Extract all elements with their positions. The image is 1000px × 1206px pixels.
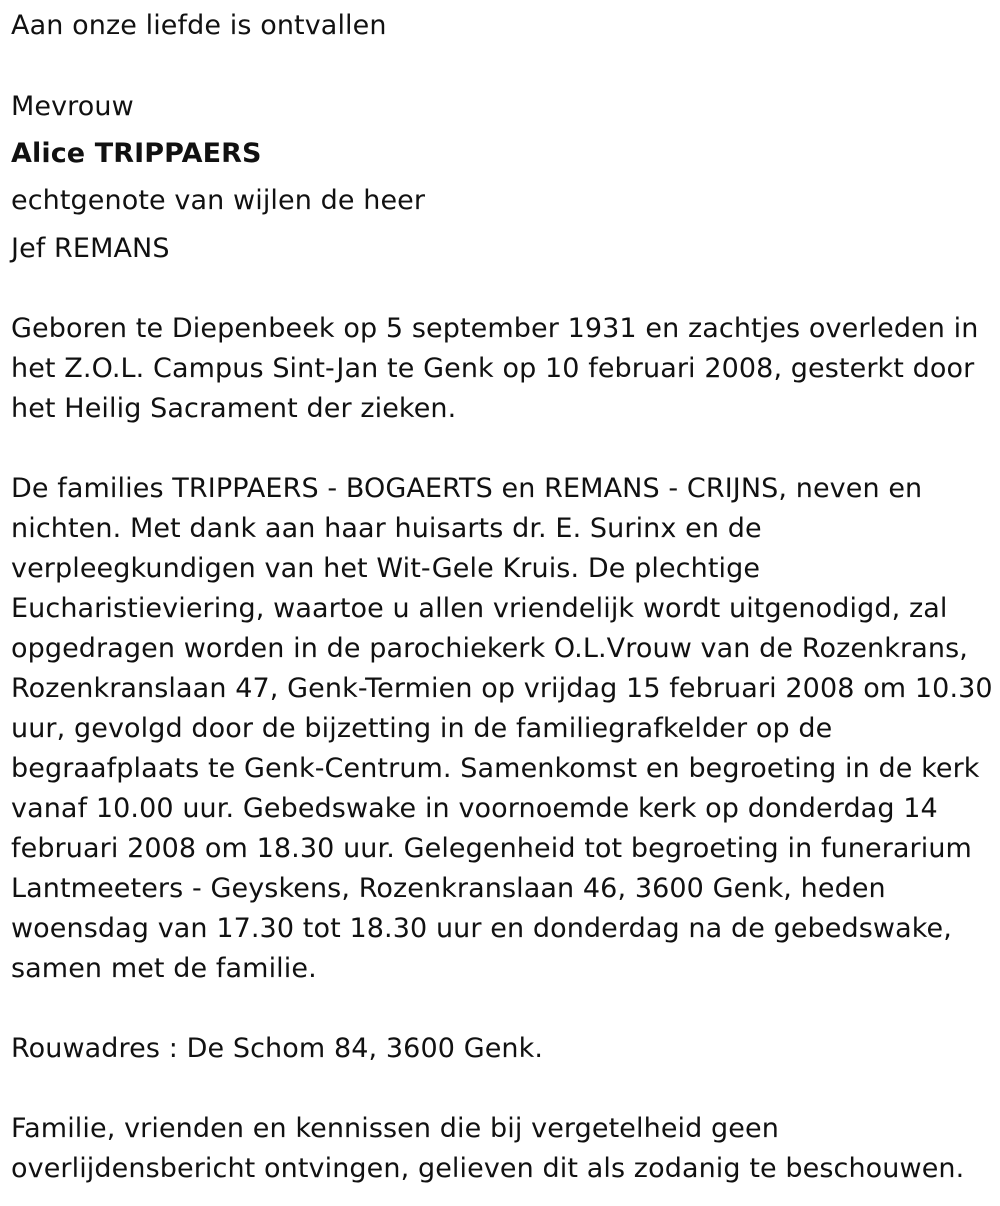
deceased-name: Alice TRIPPAERS [11,138,262,169]
paragraph-line: februari 2008 om 18.30 uur. Gelegenheid tot begroeting in funerarium [11,833,972,864]
paragraph-line: het Z.O.L. Campus Sint-Jan te Genk op 10 februari 2008, gesterkt door [11,353,975,384]
title-prefix: Mevrouw [11,91,134,122]
spouse-name: Jef REMANS [11,233,170,264]
paragraph-line: nichten. Met dank aan haar huisarts dr. E. Surinx en de [11,513,762,544]
closing-paragraph [11,1109,1000,1189]
paragraph-line: opgedragen worden in de parochiekerk O.L.Vrouw van de Rozenkrans, [11,633,968,664]
paragraph-line: begraafplaats te Genk-Centrum. Samenkomst en begroeting in de kerk [11,753,980,784]
paragraph-line: De families TRIPPAERS - BOGAERTS en REMANS - CRIJNS, neven en [11,473,923,504]
families-paragraph [11,469,1000,989]
paragraph-line: vanaf 10.00 uur. Gebedswake in voornoemde kerk op donderdag 14 [11,793,938,824]
paragraph-line: samen met de familie. [11,953,317,984]
paragraph-line: Lantmeeters - Geyskens, Rozenkranslaan 46, 3600 Genk, heden [11,873,886,904]
mourning-address: Rouwadres : De Schom 84, 3600 Genk. [11,1033,544,1064]
paragraph-line: overlijdensbericht ontvingen, gelieven dit als zodanig te beschouwen. [11,1153,965,1184]
intro-text: Aan onze liefde is ontvallen [11,10,387,41]
paragraph-line: Familie, vrienden en kennissen die bij vergetelheid geen [11,1113,779,1144]
paragraph-line: Geboren te Diepenbeek op 5 september 1931 en zachtjes overleden in [11,313,979,344]
birth-death-paragraph [11,309,1000,429]
paragraph-line: het Heilig Sacrament der zieken. [11,393,457,424]
paragraph-line: uur, gevolgd door de bijzetting in de familiegrafkelder op de [11,713,833,744]
paragraph-line: Eucharistieviering, waartoe u allen vriendelijk wordt uitgenodigd, zal [11,593,948,624]
paragraph-line: Rozenkranslaan 47, Genk-Termien op vrijdag 15 februari 2008 om 10.30 [11,673,993,704]
relation-text: echtgenote van wijlen de heer [11,185,426,216]
paragraph-line: woensdag van 17.30 tot 18.30 uur en donderdag na de gebedswake, [11,913,952,944]
address-paragraph [11,1029,1000,1069]
paragraph-line: verpleegkundigen van het Wit-Gele Kruis. De plechtige [11,553,761,584]
